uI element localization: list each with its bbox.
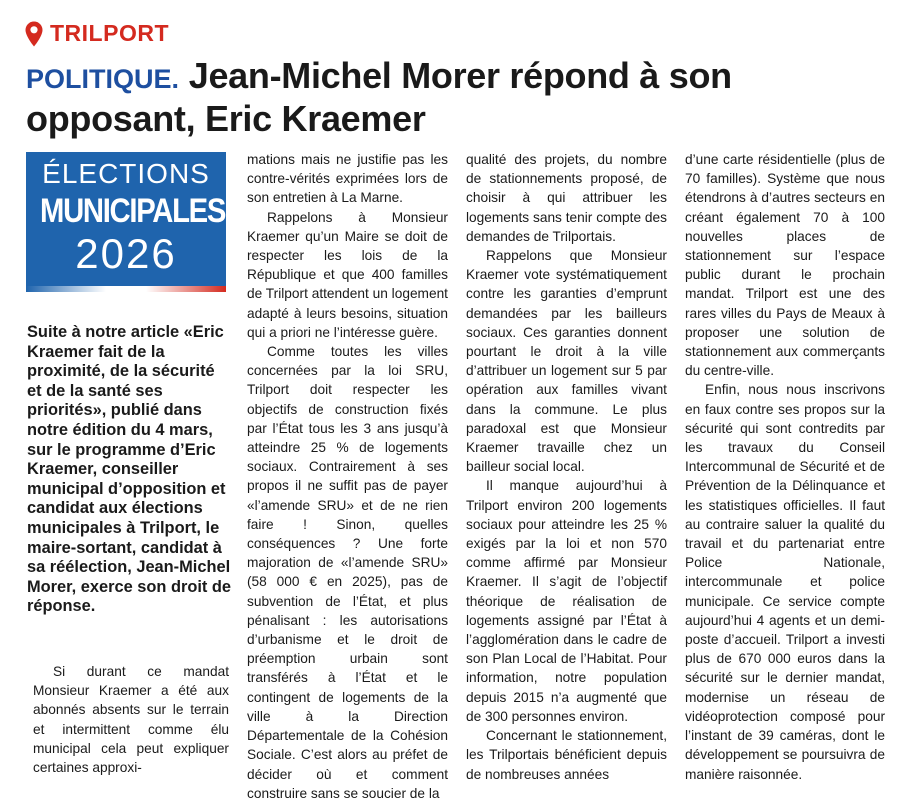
paragraph: Enfin, nous nous inscrivons en faux contre ses propos sur la sécurité qui sont contredits par les travaux du Conseil Intercommunal de Sécurité et de Prévention de la Délinquance et les statistiques officielles. Il faut au contraire saluer la qualité du travail et du partenariat entre Police Nationale, intercommunale et police municipale. Ce service compte aujourd’hui 4 agents et un demi-poste d’accueil. Trilport a investi plus de 670 000 euros dans la sécurité sur le dernier mandat, modernise un réseau de vidéoprotection composé pour l’instant de 39 caméras, dont le développement se poursuivra de manière raisonnée. xyxy=(685,382,885,782)
kicker-label: TRILPORT xyxy=(50,20,169,46)
paragraph: Comme toutes les villes concernées par la loi SRU, Trilport doit respecter les objectifs de construction fixés par l’État tous les 3 ans jusqu’à atteindre 25 % de logements sociaux. Contrairement à ses propos il ne suffit pas de payer «l’amende SRU» et de ne rien faire ! Sinon, quelles conséquences ? Une forte majoration de «l’amende SRU» (58 000 € en 2025), pas de subvention de l’État, et plus pénalisant : les autorisations d’urbanisme et le droit de préemption urbain sont transférés à l’État et le contingent de logements de la ville à la Direction Départementale de la Cohésion Sociale. C’est alors au préfet de décider où et comment construire sans se soucier de la xyxy=(247,344,448,801)
paragraph: mations mais ne justifie pas les contre-vérités exprimées lors de son entretien à La Marne. xyxy=(247,152,448,206)
body-column-3 xyxy=(466,150,667,784)
body-column-4 xyxy=(685,150,885,784)
elections-badge xyxy=(26,152,226,292)
paragraph: Si durant ce mandat Monsieur Kraemer a été aux abonnés absents sur le terrain et intermittent comme élu municipal cela peut expliquer certaines approxi- xyxy=(33,664,229,776)
article-headline xyxy=(26,56,886,139)
paragraph: Rappelons à Monsieur Kraemer qu’un Maire se doit de respecter les lois de la République et que 400 familles de Trilport attendent un logement adapté à leurs besoins, situation qui a priori ne l’intéresse guère. xyxy=(247,209,448,340)
paragraph: Il manque aujourd’hui à Trilport environ 200 logements sociaux pour atteindre les 25 % exigés par la loi et non 570 comme affirmé par Monsieur Kraemer. Il s’agit de l’objectif théorique de réalisation de logements assigné par l’État à l’agglomération dans le cadre de son Plan Local de l’Habitat. Pour information, notre population depuis 2015 n’a augmenté que de 300 personnes environ. xyxy=(466,478,667,724)
article-intro: Suite à notre article «Eric Kraemer fait de la proximité, de la sécurité et de la santé ses priorités», publié dans notre édition du 4 mars, sur le programme d’Eric Kraemer, conseiller municipal d’opposition et candidat aux élections municipales à Trilport, le maire-sortant, candidat à sa réélection, Jean-Michel Morer, exerce son droit de réponse. xyxy=(27,323,232,616)
paragraph: d’une carte résidentielle (plus de 70 familles). Système que nous étendrons à d’autres secteurs en créant également 70 à 100 nouvelles places de stationnement sur l’espace public durant le prochain mandat. Trilport est une des rares villes du Pays de Meaux à proposer une solution de stationnement aux commerçants du centre-ville. xyxy=(685,152,885,379)
headline-rubric: POLITIQUE. xyxy=(26,64,180,94)
body-column-1 xyxy=(33,662,229,777)
headline-title: Jean-Michel Morer répond à son opposant, Eric Kraemer xyxy=(26,55,732,139)
tricolor-stripe xyxy=(26,286,226,292)
paragraph: Concernant le stationnement, les Trilportais bénéficient depuis de nombreuses années xyxy=(466,728,667,782)
paragraph: Rappelons que Monsieur Kraemer vote systématiquement contre les garanties d’emprunt demandées par les bailleurs sociaux. Ces garanties donnent pourtant le droit à la ville d’attribuer un logement sur 5 par opération aux familles vivant dans la commune. Le plus paradoxal est que Monsieur Kraemer travaille chez un bailleur social local. xyxy=(466,248,667,475)
section-kicker xyxy=(25,20,169,47)
badge-line-year: 2026 xyxy=(75,230,177,277)
paragraph: qualité des projets, du nombre de stationnements proposé, de choisir à qui attribuer les logements sans tenir compte des demandes de Trilportais. xyxy=(466,152,667,244)
badge-line-municipales: MUNICIPALES xyxy=(40,192,226,230)
badge-line-elections: ÉLECTIONS xyxy=(42,158,210,189)
location-pin-icon xyxy=(25,21,43,47)
body-column-2 xyxy=(247,150,448,803)
